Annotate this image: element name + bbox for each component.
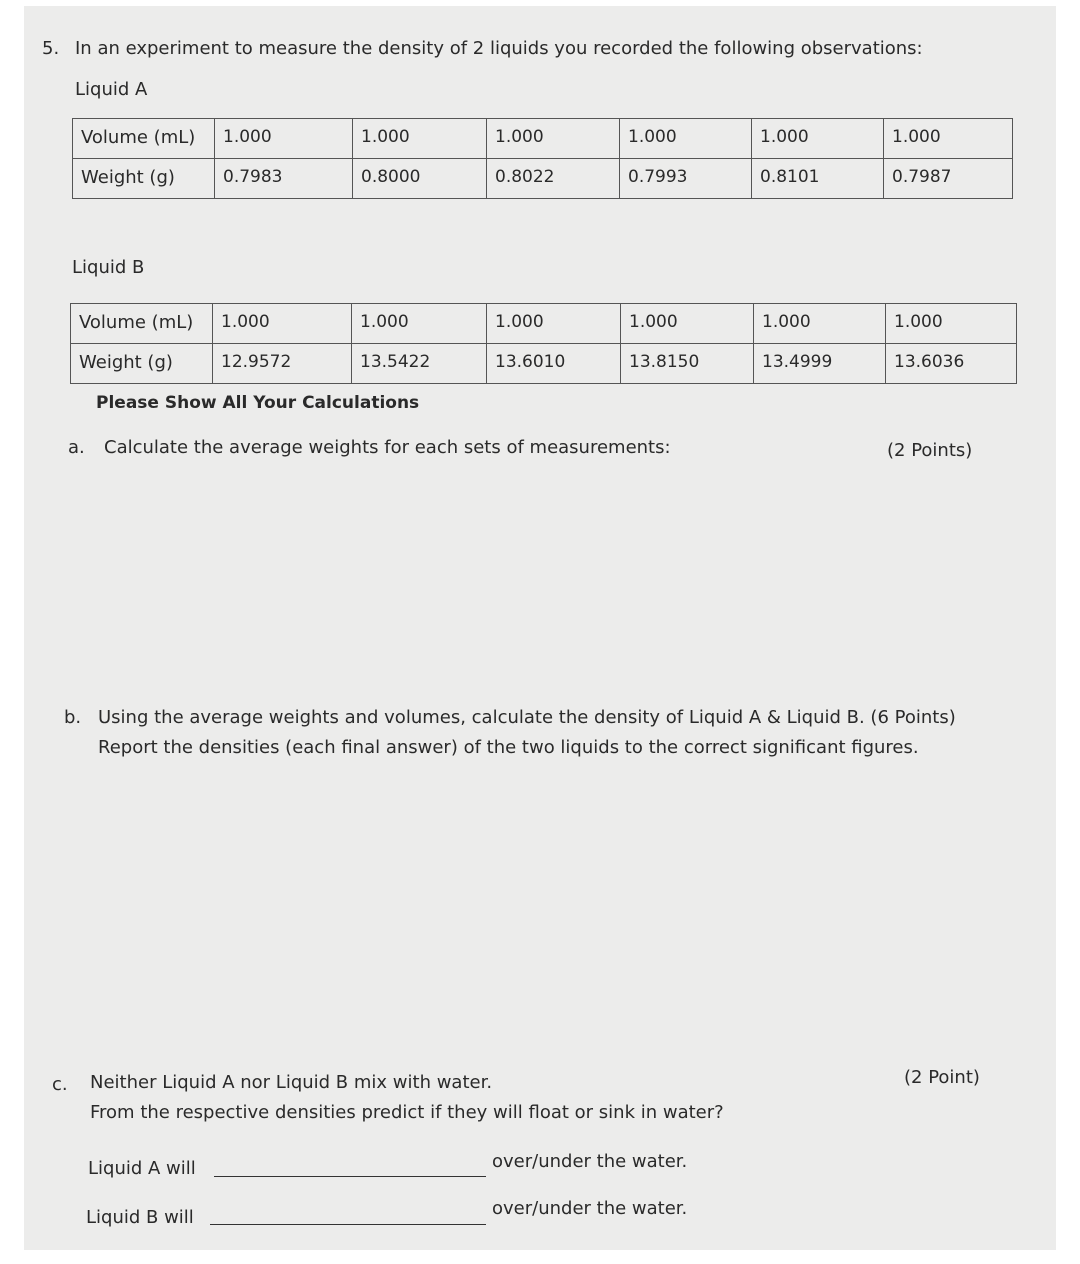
liquid-a-volume-row [73, 119, 1013, 159]
weight-cell: 13.5422 [352, 344, 487, 384]
volume-cell: 1.000 [752, 119, 884, 159]
liquid-b-answer-prefix: Liquid B will [86, 1207, 194, 1228]
weight-cell: 13.8150 [621, 344, 754, 384]
volume-cell: 1.000 [884, 119, 1013, 159]
part-c-line2: From the respective densities predict if they will float or sink in water? [90, 1102, 724, 1123]
volume-cell: 1.000 [352, 304, 487, 344]
volume-cell: 1.000 [754, 304, 886, 344]
liquid-b-answer-blank[interactable] [210, 1224, 486, 1225]
volume-cell: 1.000 [487, 304, 621, 344]
weight-cell: 0.8022 [487, 159, 620, 199]
weight-cell: 0.7983 [215, 159, 353, 199]
volume-header: Volume (mL) [73, 119, 215, 159]
liquid-a-label: Liquid A [75, 79, 148, 100]
volume-cell: 1.000 [353, 119, 487, 159]
question-number: 5. [42, 38, 60, 59]
liquid-a-table [72, 118, 1013, 199]
weight-cell: 12.9572 [213, 344, 352, 384]
weight-cell: 0.8101 [752, 159, 884, 199]
part-b-letter: b. [64, 707, 82, 728]
weight-cell: 13.4999 [754, 344, 886, 384]
liquid-a-answer-suffix: over/under the water. [492, 1151, 688, 1172]
worksheet-page [24, 6, 1056, 1250]
volume-cell: 1.000 [621, 304, 754, 344]
part-a-points: (2 Points) [887, 440, 973, 461]
volume-cell: 1.000 [886, 304, 1017, 344]
liquid-b-table [70, 303, 1017, 384]
volume-header: Volume (mL) [71, 304, 213, 344]
liquid-a-answer-blank[interactable] [214, 1176, 486, 1177]
volume-cell: 1.000 [620, 119, 752, 159]
part-a-letter: a. [68, 437, 85, 458]
part-a-text: Calculate the average weights for each sets of measurements: [104, 437, 671, 458]
weight-cell: 13.6036 [886, 344, 1017, 384]
weight-cell: 0.8000 [353, 159, 487, 199]
volume-cell: 1.000 [487, 119, 620, 159]
weight-cell: 0.7993 [620, 159, 752, 199]
volume-cell: 1.000 [215, 119, 353, 159]
weight-header: Weight (g) [71, 344, 213, 384]
weight-header: Weight (g) [73, 159, 215, 199]
part-c-points: (2 Point) [904, 1067, 980, 1088]
part-b-line2: Report the densities (each final answer) of the two liquids to the correct significant figures. [98, 737, 919, 758]
question-text: In an experiment to measure the density of 2 liquids you recorded the following observations: [75, 38, 923, 59]
liquid-a-answer-prefix: Liquid A will [88, 1158, 196, 1179]
liquid-b-answer-suffix: over/under the water. [492, 1198, 688, 1219]
calculation-instruction: Please Show All Your Calculations [96, 393, 420, 413]
liquid-b-weight-row [71, 344, 1017, 384]
liquid-a-weight-row [73, 159, 1013, 199]
liquid-b-label: Liquid B [72, 257, 145, 278]
liquid-b-volume-row [71, 304, 1017, 344]
part-c-line1: Neither Liquid A nor Liquid B mix with water. [90, 1072, 493, 1093]
part-c-letter: c. [52, 1074, 68, 1095]
weight-cell: 0.7987 [884, 159, 1013, 199]
weight-cell: 13.6010 [487, 344, 621, 384]
part-b-line1: Using the average weights and volumes, calculate the density of Liquid A & Liquid B. (6 Points) [98, 707, 956, 728]
volume-cell: 1.000 [213, 304, 352, 344]
